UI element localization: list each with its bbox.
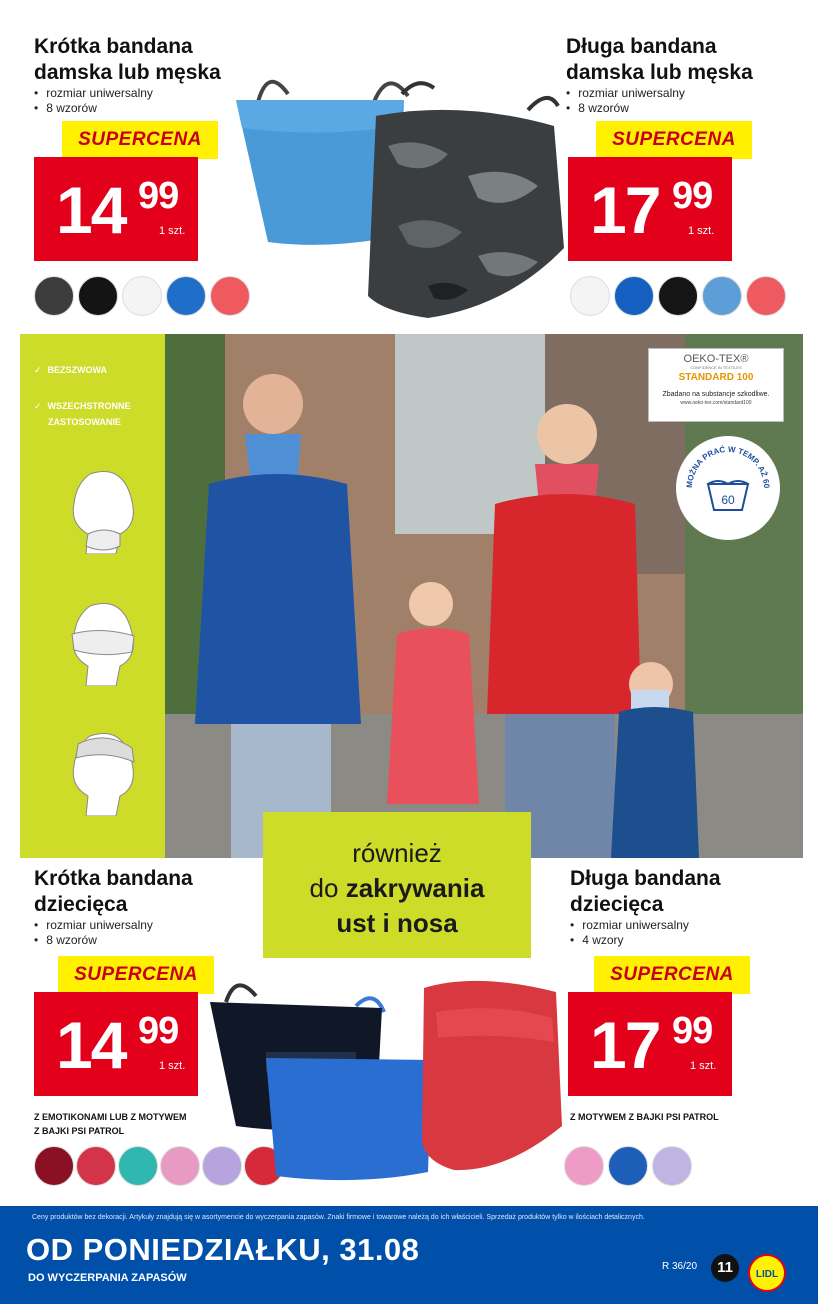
price-box [568, 992, 732, 1096]
swatch[interactable] [78, 276, 118, 316]
supercena-badge: SUPERCENA [58, 956, 214, 994]
price-decimal: 99 [672, 1010, 713, 1052]
bullet: • rozmiar uniwersalny [34, 86, 153, 101]
offer-date: OD PONIEDZIAŁKU, 31.08 [26, 1232, 420, 1267]
price-box [34, 992, 198, 1096]
swatch[interactable] [652, 1146, 692, 1186]
bullet: • rozmiar uniwersalny [566, 86, 685, 101]
product-title: Długa bandana dziecięca [570, 867, 721, 916]
bullet: • rozmiar uniwersalny [570, 918, 689, 933]
kids-bandana-image [206, 972, 576, 1196]
lidl-logo [746, 1252, 788, 1294]
week-code: R 36/20 [662, 1261, 698, 1272]
swatch[interactable] [118, 1146, 158, 1186]
product-bullets [34, 918, 153, 948]
bullet: • 8 wzorów [566, 101, 685, 116]
price-unit: 1 szt. [159, 225, 186, 237]
bullet: • rozmiar uniwersalny [34, 918, 153, 933]
color-swatches [570, 276, 786, 316]
swatch[interactable] [122, 276, 162, 316]
bullet: • 8 wzorów [34, 101, 153, 116]
swatch[interactable] [564, 1146, 604, 1186]
product-title: Krótka bandana damska lub męska [34, 35, 221, 84]
motif-note: Z MOTYWEM Z BAJKI PSI PATROL [570, 1112, 719, 1122]
price-integer: 17 [590, 1008, 660, 1082]
price-decimal: 99 [138, 1010, 179, 1052]
supercena-badge: SUPERCENA [62, 121, 218, 159]
offer-validity: DO WYCZERPANIA ZAPASÓW [28, 1272, 187, 1284]
bullet: • 4 wzory [570, 933, 689, 948]
color-swatches [564, 1146, 692, 1186]
swatch[interactable] [166, 276, 206, 316]
footer [0, 1206, 818, 1304]
price-box [568, 157, 732, 261]
head-band-icon [50, 726, 150, 816]
swatch[interactable] [746, 276, 786, 316]
color-swatches [34, 276, 250, 316]
head-neck-icon [50, 464, 150, 554]
feature-seamless: ✓ BEZSZWOWA [34, 365, 108, 375]
price-integer: 14 [56, 173, 126, 247]
swatch[interactable] [160, 1146, 200, 1186]
supercena-badge: SUPERCENA [594, 956, 750, 994]
feature-versatile: ✓ WSZECHSTRONNE ZASTOSOWANIE [34, 401, 131, 427]
price-unit: 1 szt. [688, 225, 715, 237]
price-decimal: 99 [672, 175, 713, 217]
price-integer: 14 [56, 1008, 126, 1082]
bullet: • 8 wzorów [34, 933, 153, 948]
product-title: Krótka bandana dziecięca [34, 867, 193, 916]
swatch[interactable] [34, 276, 74, 316]
check-icon: ✓ [34, 401, 42, 411]
page-number: 11 [711, 1254, 739, 1282]
swatch[interactable] [658, 276, 698, 316]
supercena-badge: SUPERCENA [596, 121, 752, 159]
swatch[interactable] [614, 276, 654, 316]
svg-text:LIDL: LIDL [755, 1269, 779, 1280]
motif-note: Z EMOTIKONAMI LUB Z MOTYWEM Z BAJKI PSI PATROL [34, 1112, 187, 1136]
wash-60-badge [676, 436, 780, 540]
check-icon: ✓ [34, 365, 42, 375]
feature-panel [20, 334, 165, 858]
head-mask-icon [50, 596, 150, 686]
price-integer: 17 [590, 173, 660, 247]
price-decimal: 99 [138, 175, 179, 217]
svg-text:60: 60 [721, 493, 735, 507]
swatch[interactable] [702, 276, 742, 316]
product-title: Długa bandana damska lub męska [566, 35, 753, 84]
legal-disclaimer: Ceny produktów bez dekoracji. Artykuły znajdują się w asortymencie do wyczerpania zapasów. Znaki firmowe i towarowe należą do ich właścicieli. Sprzedaż produktów tylko w ilościach detalicznych. [32, 1214, 645, 1221]
swatch[interactable] [76, 1146, 116, 1186]
face-cover-callout: również do zakrywania ust i nosa [263, 812, 531, 958]
wash-icon [676, 436, 780, 540]
swatch[interactable] [608, 1146, 648, 1186]
price-unit: 1 szt. [690, 1060, 717, 1072]
price-unit: 1 szt. [159, 1060, 186, 1072]
svg-text:MOŻNA PRAĆ W TEMP. AŻ 60°C: MOŻNA PRAĆ W TEMP. AŻ 60 [684, 444, 772, 489]
oeko-tex-label: OEKO-TEX® CONFIDENCE IN TEXTILES STANDARD 100 Zbadano na substancje szkodliwe. www.oeko-tex.com/standard100 [648, 348, 784, 422]
price-box [34, 157, 198, 261]
swatch[interactable] [34, 1146, 74, 1186]
bandana-image [228, 66, 568, 330]
product-bullets [34, 86, 153, 116]
product-bullets [566, 86, 685, 116]
swatch[interactable] [570, 276, 610, 316]
product-bullets [570, 918, 689, 948]
